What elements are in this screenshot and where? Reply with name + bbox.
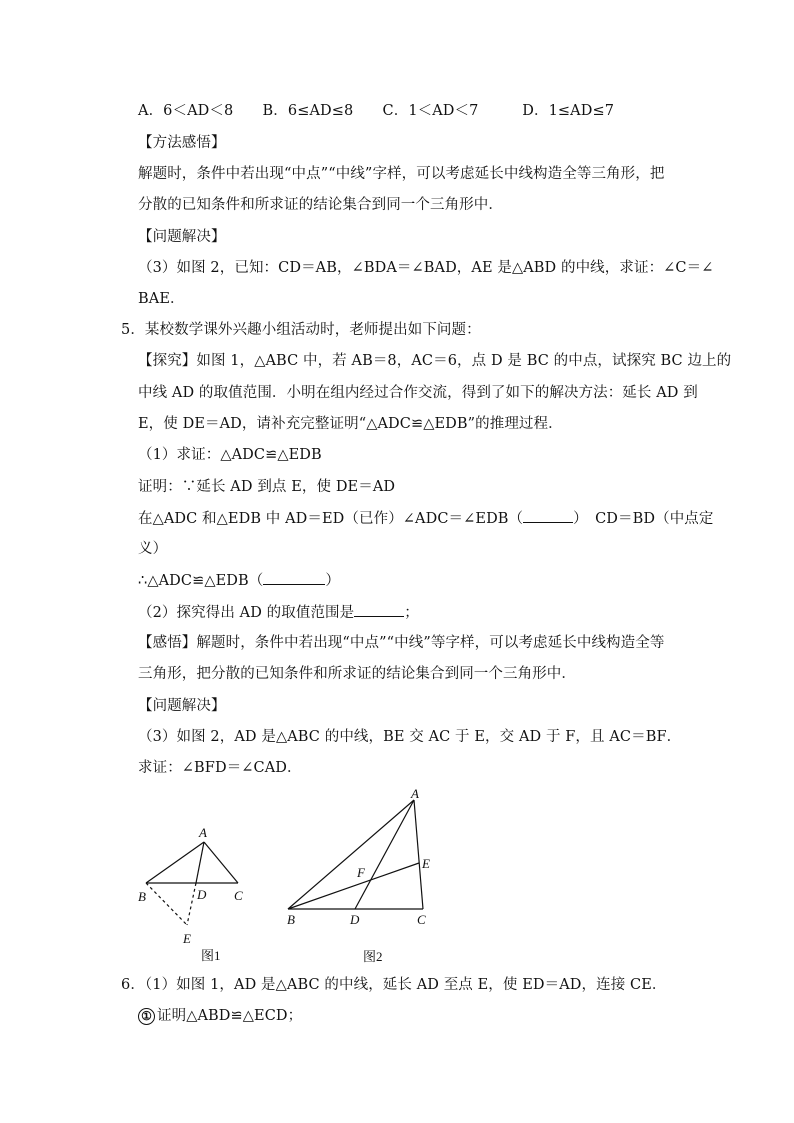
- problem-heading-2: 【问题解决】: [138, 698, 226, 714]
- label-a: A: [411, 786, 419, 801]
- method-heading: 【方法感悟】: [138, 135, 226, 151]
- answer-blank[interactable]: [263, 570, 325, 585]
- side-ab: [146, 842, 204, 883]
- figure-1: [130, 822, 260, 962]
- answer-blank[interactable]: [354, 602, 404, 617]
- explore-text-2: 中线 AD 的取值范围．小明在组内经过合作交流，得到了如下的解决方法：延长 AD 到: [138, 385, 698, 401]
- figure-2-caption: 图2: [363, 949, 383, 964]
- proof-line-2-a: 在△ADC 和△EDB 中 AD＝ED（已作）∠ADC＝∠EDB（: [138, 511, 524, 527]
- method-text-1: 解题时，条件中若出现“中点”“中线”字样，可以考虑延长中线构造全等三角形，把: [138, 166, 665, 182]
- label-c: C: [234, 888, 243, 903]
- proof-line-2-b: ） CD＝BD（中点定: [573, 511, 714, 527]
- label-b: B: [287, 912, 295, 927]
- circled-number: ①: [138, 1008, 155, 1025]
- method-text-2: 分散的已知条件和所求证的结论集合到同一个三角形中．: [138, 197, 503, 213]
- problem-heading: 【问题解决】: [138, 229, 226, 245]
- extension-de: [187, 883, 196, 925]
- explore-text-3: E，使 DE＝AD，请补充完整证明“△ADC≌△EDB”的推理过程．: [138, 416, 563, 432]
- p5-q2: [138, 602, 419, 623]
- q3-text-1: （3）如图 2，已知：CD＝AB，∠BDA＝∠BAD，AE 是△ABD 的中线，求证：∠C＝∠: [138, 260, 714, 276]
- segment-be: [288, 863, 419, 909]
- proof-line-4-a: ∴△ADC≌△EDB（: [138, 573, 264, 589]
- proof-line-4-b: ）: [325, 573, 340, 589]
- answer-options: A．6＜AD＜8 B．6≤AD≤8 C．1＜AD＜7 D．1≤AD≤7: [138, 103, 615, 119]
- problem-6-title: 6．（1）如图 1，AD 是△ABC 的中线，延长 AD 至点 E，使 ED＝AD，连接 CE．: [121, 977, 667, 993]
- proof-line-3: 义）: [138, 541, 168, 557]
- explore-text-1: 【探究】如图 1，△ABC 中，若 AB＝8，AC＝6，点 D 是 BC 的中点，试探究 BC 边上的: [138, 353, 732, 369]
- figure-2: [280, 784, 450, 966]
- label-e: E: [422, 856, 430, 871]
- label-b: B: [138, 889, 146, 904]
- p5-q2-a: （2）探究得出 AD 的取值范围是: [138, 605, 355, 621]
- label-a: A: [199, 825, 207, 840]
- side-ac: [414, 800, 423, 909]
- median-ad: [355, 800, 414, 909]
- p5-q3: （3）如图 2，AD 是△ABC 的中线，BE 交 AC 于 E，交 AD 于 F，且 AC＝BF．: [138, 729, 682, 745]
- figure-1-caption: 图1: [201, 948, 221, 962]
- label-e: E: [183, 931, 191, 946]
- insight-text-1: 【感悟】解题时，条件中若出现“中点”“中线”等字样，可以考虑延长中线构造全等: [138, 635, 665, 651]
- label-f: F: [357, 865, 365, 880]
- p6-sub-1-text: 证明△ABD≌△ECD；: [157, 1008, 303, 1024]
- proof-line-1: 证明：∵延长 AD 到点 E，使 DE＝AD: [138, 479, 396, 495]
- insight-text-2: 三角形，把分散的已知条件和所求证的结论集合到同一个三角形中．: [138, 666, 576, 682]
- side-ab: [288, 800, 414, 909]
- p5-q2-b: ；: [404, 605, 419, 621]
- label-c: C: [417, 912, 426, 927]
- p6-sub-1: [138, 1006, 302, 1026]
- problem-5-title: 5．某校数学课外兴趣小组活动时，老师提出如下问题：: [121, 322, 481, 338]
- median-ad: [196, 842, 204, 883]
- side-ac: [204, 842, 238, 883]
- q3-text-2: BAE．: [138, 291, 185, 307]
- segment-be: [146, 883, 187, 925]
- proof-line-4: [138, 570, 340, 591]
- label-d: D: [350, 912, 360, 927]
- label-d: D: [197, 887, 207, 902]
- proof-line-2: [138, 508, 714, 529]
- p5-q3-prove: 求证：∠BFD＝∠CAD．: [138, 760, 302, 776]
- answer-blank[interactable]: [523, 508, 573, 523]
- p5-q1: （1）求证：△ADC≌△EDB: [138, 447, 322, 463]
